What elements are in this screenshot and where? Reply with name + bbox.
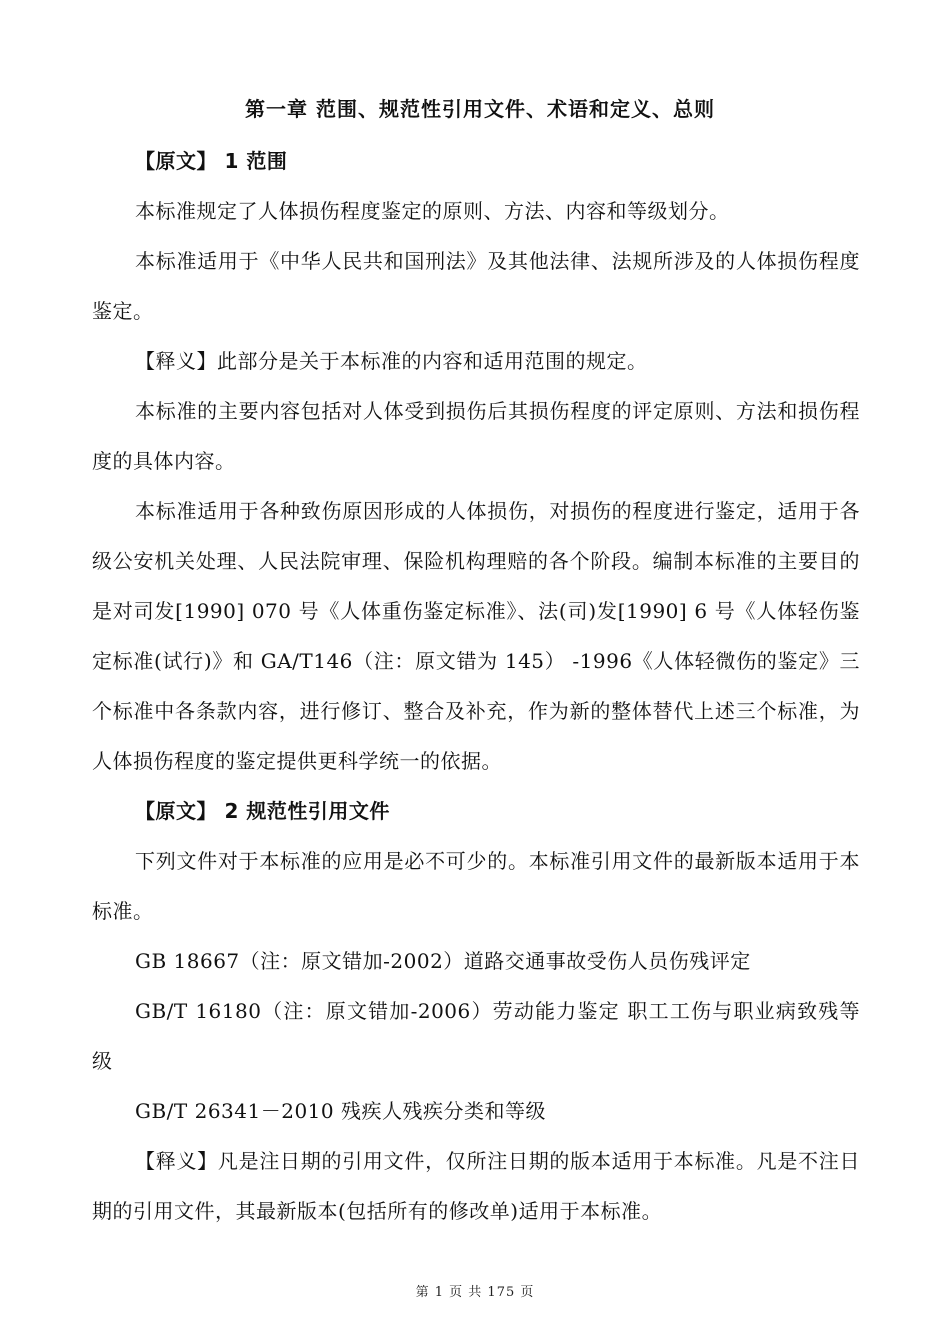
- page-footer: 第 1 页 共 175 页: [415, 1285, 535, 1300]
- chapter-title: 第一章 范围、规范性引用文件、术语和定义、总则: [245, 97, 715, 121]
- section-2-heading: 【原文】 2 规范性引用文件: [135, 799, 390, 823]
- section-1-heading: 【原文】 1 范围: [135, 149, 288, 173]
- section-2-explanation: 【释义】凡是注日期的引用文件，仅所注日期的版本适用于本标准。凡是不注日期的引用文件，其最新版本(包括所有的修改单)适用于本标准。: [92, 1149, 860, 1223]
- section-2-paragraph-1: 下列文件对于本标准的应用是必不可少的。本标准引用文件的最新版本适用于本标准。: [92, 849, 860, 923]
- section-1-paragraph-3: 本标准的主要内容包括对人体受到损伤后其损伤程度的评定原则、方法和损伤程度的具体内容。: [92, 399, 860, 473]
- section-1-paragraph-4: 本标准适用于各种致伤原因形成的人体损伤，对损伤的程度进行鉴定，适用于各级公安机关处理、人民法院审理、保险机构理赔的各个阶段。编制本标准的主要目的是对司发[1990] 070 号《人体重伤鉴定标准》、法(司)发[1990] 6 号《人体轻伤鉴定标准(试行)》和 GA/T146（注：原文错为 145） -1996《人体轻微伤的鉴定》三个标准中各条款内容，进行修订、整合及补充，作为新的整体替代上述三个标准，为人体损伤程度的鉴定提供更科学统一的依据。: [92, 499, 860, 773]
- section-1-paragraph-2: 本标准适用于《中华人民共和国刑法》及其他法律、法规所涉及的人体损伤程度鉴定。: [92, 249, 860, 323]
- reference-gbt-16180: GB/T 16180（注：原文错加-2006）劳动能力鉴定 职工工伤与职业病致残等级: [92, 999, 860, 1073]
- section-1-explanation: 【释义】此部分是关于本标准的内容和适用范围的规定。: [135, 349, 648, 373]
- section-1-paragraph-1: 本标准规定了人体损伤程度鉴定的原则、方法、内容和等级划分。: [135, 199, 730, 223]
- reference-gbt-26341: GB/T 26341－2010 残疾人残疾分类和等级: [135, 1099, 546, 1123]
- reference-gb-18667: GB 18667（注：原文错加-2002）道路交通事故受伤人员伤残评定: [135, 949, 751, 973]
